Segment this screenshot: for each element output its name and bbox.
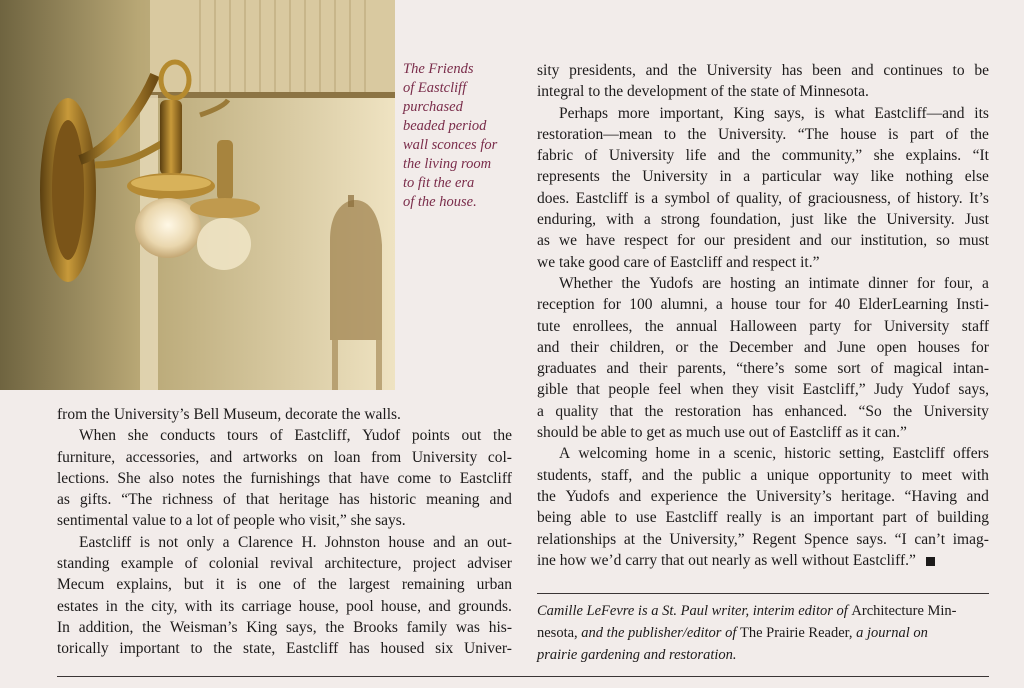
text-line: restoration—mean to the University. “The house is part of the: [537, 125, 989, 143]
photo-caption: [403, 60, 521, 212]
text-line: furniture, accessories, and artworks on loan from University col-: [57, 448, 512, 466]
caption-line: The Friends: [403, 61, 474, 77]
text-line: integral to the development of the state of Minnesota.: [537, 83, 869, 101]
text-line: a quality that the restoration has enhanced. “So the University: [537, 402, 989, 420]
text-line: as gifts. “The richness of that heritage has historic meaning and: [57, 491, 512, 509]
text-line: as we have respect for our president and our institution, so must: [537, 232, 989, 250]
text-line: Whether the Yudofs are hosting an intimate dinner for four, a: [559, 274, 989, 292]
text-line: graduates and their parents, “there’s some sort of magical intan-: [537, 360, 989, 378]
bio-divider: [537, 593, 989, 594]
caption-line: the living room: [403, 156, 492, 172]
text-line: In addition, the Weisman’s King says, the Brooks family was his-: [57, 618, 512, 636]
author-bio: [537, 600, 989, 666]
text-line: should be able to get as much use out of Eastcliff as it can.”: [537, 424, 907, 442]
text-line: from the University’s Bell Museum, decorate the walls.: [57, 406, 401, 423]
text-line: relationships at the University,” Regent Spence says. “I can’t imag-: [537, 530, 989, 548]
article-column-right: [537, 60, 989, 571]
text-line: students, staff, and the public a unique opportunity to meet with: [537, 466, 989, 484]
text-line: Mecum explains, but it is one of the largest remaining urban: [57, 576, 512, 594]
page-bottom-rule: [57, 676, 989, 677]
text-line: being able to use Eastcliff really is an important part of building: [537, 509, 989, 527]
text-line: sentimental value to a lot of people who visit,” she says.: [57, 512, 406, 530]
bio-line: nesota, and the publisher/editor of The Prairie Reader, a journal on: [537, 625, 928, 641]
text-line: does. Eastcliff is a symbol of quality, of graciousness, of history. It’s: [537, 189, 989, 207]
text-line: the Yudofs and experience the University’s heritage. “Having and: [537, 487, 989, 505]
text-line: reception for 100 alumni, a house tour for 40 ElderLearning Insti-: [537, 296, 989, 314]
text-line: estates in the city, with its carriage house, pool house, and grounds.: [57, 597, 512, 615]
article-column-left: [57, 404, 512, 660]
bio-line: Camille LeFevre is a St. Paul writer, interim editor of Architecture Min-: [537, 603, 957, 619]
caption-line: of Eastcliff: [403, 80, 467, 96]
text-line: A welcoming home in a scenic, historic setting, Eastcliff offers: [559, 445, 989, 463]
text-line: standing example of colonial revival architecture, project adviser: [57, 555, 512, 573]
text-line: torically important to the state, Eastcliff has housed six Univer-: [57, 640, 512, 658]
caption-line: beaded period: [403, 118, 487, 134]
end-of-article-mark: [926, 557, 935, 566]
text-line: Eastcliff is not only a Clarence H. Johnston house and an out-: [79, 533, 512, 551]
text-line: represents the University in a particular way like nothing else: [537, 168, 989, 186]
text-line: sity presidents, and the University has been and continues to be: [537, 62, 989, 79]
text-line: and their children, or the December and June open houses for: [537, 338, 989, 356]
text-line: Perhaps more important, King says, is what Eastcliff—and its: [559, 104, 989, 122]
text-line: ine how we’d carry that out nearly as well without Eastcliff.”: [537, 550, 989, 571]
wall-sconce-illustration: [0, 0, 395, 390]
sconce-photo: [0, 0, 395, 390]
caption-line: of the house.: [403, 194, 477, 210]
text-line: tute enrollees, the annual Halloween party for University staff: [537, 317, 989, 335]
text-line: fabric of University life and the community,” she explains. “It: [537, 147, 989, 165]
text-line: lections. She also notes the furnishings that have come to Eastcliff: [57, 469, 512, 487]
text-line: enduring, with a strong foundation, just like the University. Just: [537, 211, 989, 229]
bio-line: prairie gardening and restoration.: [537, 647, 737, 663]
caption-line: purchased: [403, 99, 463, 115]
text-line: we take good care of Eastcliff and respect it.”: [537, 253, 820, 271]
text-line: gible that people feel when they visit Eastcliff,” Judy Yudof says,: [537, 381, 989, 399]
text-line: When she conducts tours of Eastcliff, Yudof points out the: [79, 427, 512, 445]
caption-line: wall sconces for: [403, 137, 498, 153]
caption-line: to fit the era: [403, 175, 475, 191]
